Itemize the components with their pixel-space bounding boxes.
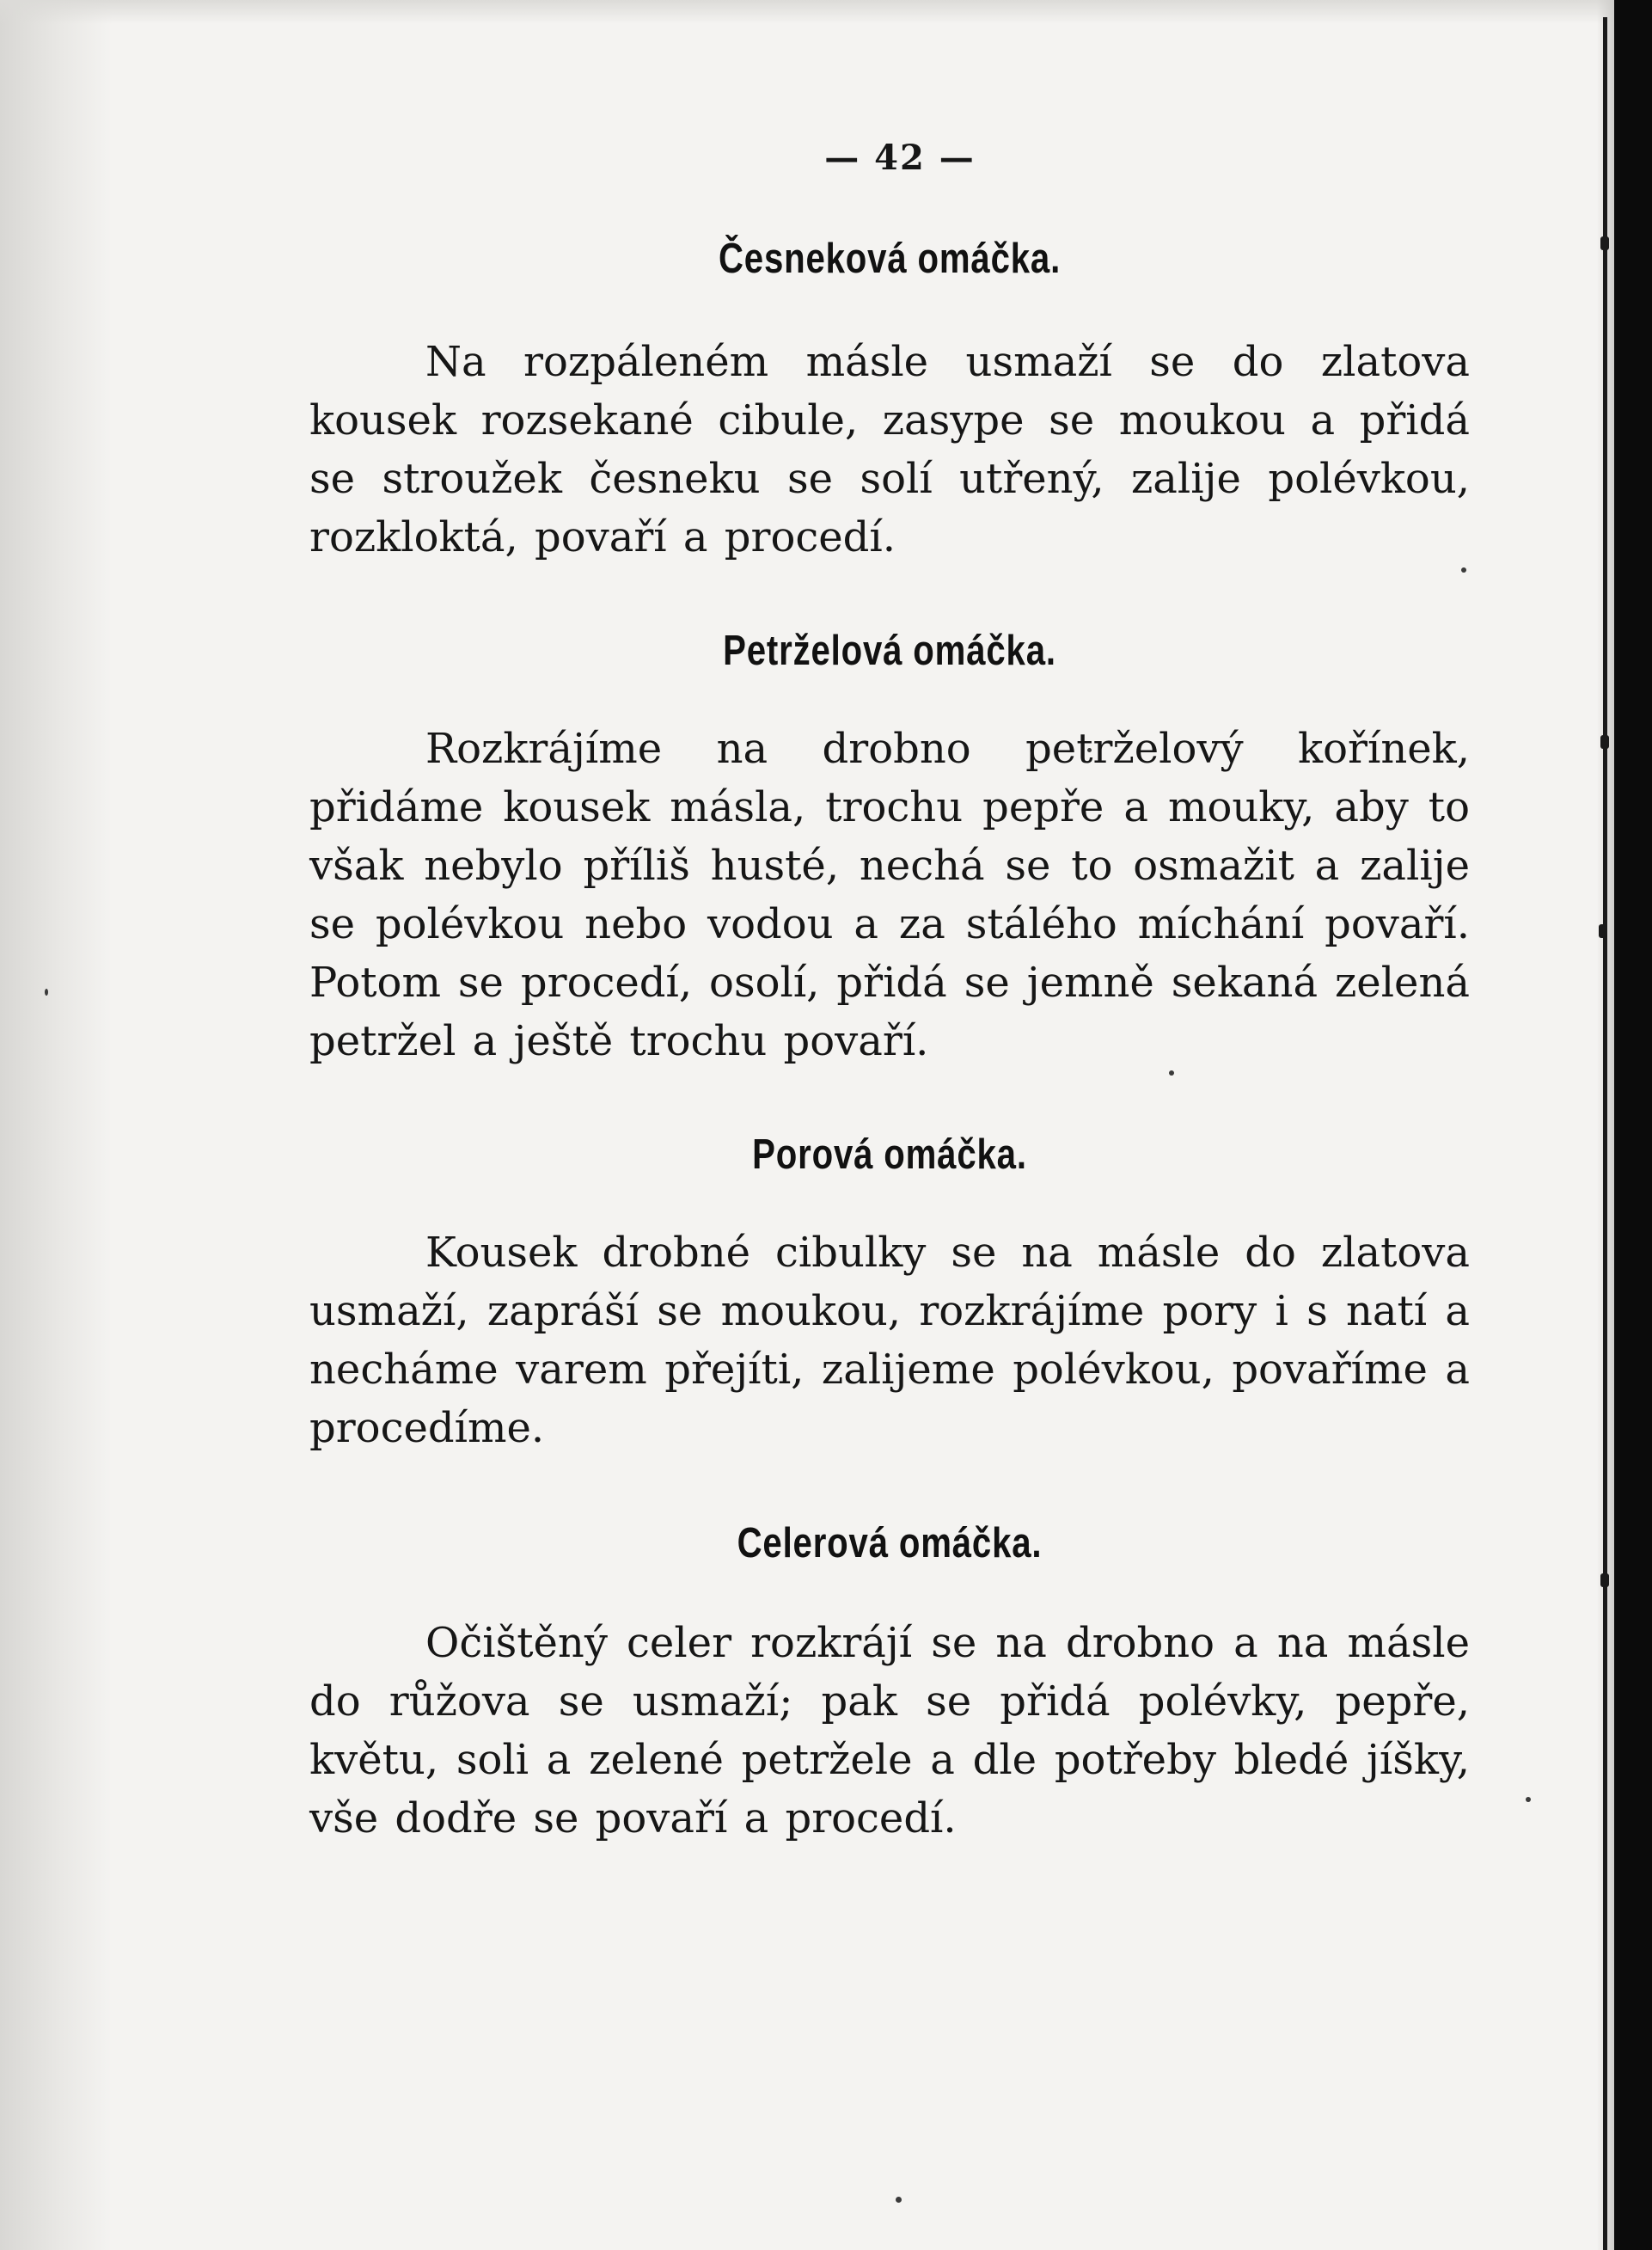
page-content (309, 138, 1470, 1848)
page-number: — 42 — (824, 138, 976, 178)
binding-mark (1600, 735, 1609, 749)
recipe-title-porova: Porová omáčka. (752, 1131, 1027, 1178)
book-binding (1614, 0, 1652, 2250)
scan-speck (896, 2197, 902, 2203)
page-left-shading (0, 0, 112, 2250)
recipe-title-petrzelova: Petrželová omáčka. (723, 628, 1056, 674)
recipe-title-cesnekova: Česneková omáčka. (718, 236, 1062, 282)
binding-mark (1599, 924, 1607, 938)
recipe-body-celerova: Očištěný celer rozkrájí se na drobno a na másle do růžova se usmaží; pak se přidá polévky, pepře, květu, soli a zelené petržele a dle potřeby bledé jíšky, vše dodře se povaří a procedí. (309, 1619, 1470, 1842)
recipe-body-porova: Kousek drobné cibulky se na másle do zlatova usmaží, zapráší se moukou, rozkrájíme pory i s natí a necháme varem přejíti, zalijeme polévkou, povaříme a procedíme. (309, 1229, 1470, 1452)
recipe-body-cesnekova: Na rozpáleném másle usmaží se do zlatova kousek rozsekané cibule, zasype se moukou a přidá se stroužek česneku se solí utřený, zalije polévkou, rozkloktá, povaří a procedí. (309, 338, 1470, 561)
scan-speck (45, 989, 48, 996)
recipe-body-petrzelova: Rozkrájíme na drobno petrželový kořínek, přidáme kousek másla, trochu pepře a mouky, aby to však nebylo příliš husté, nechá se to osmažit a zalije se polévkou nebo vodou a za stálého míchání povaří. Potom se procedí, osolí, přidá se jemně sekaná zelená petržel a ještě trochu povaří. (309, 725, 1470, 1065)
binding-rule (1603, 17, 1607, 2250)
recipe-title-celerova: Celerová omáčka. (737, 1520, 1043, 1566)
page-top-shading (0, 0, 1652, 24)
binding-mark (1600, 236, 1609, 250)
binding-mark (1600, 1573, 1609, 1587)
scan-speck (1526, 1797, 1531, 1802)
